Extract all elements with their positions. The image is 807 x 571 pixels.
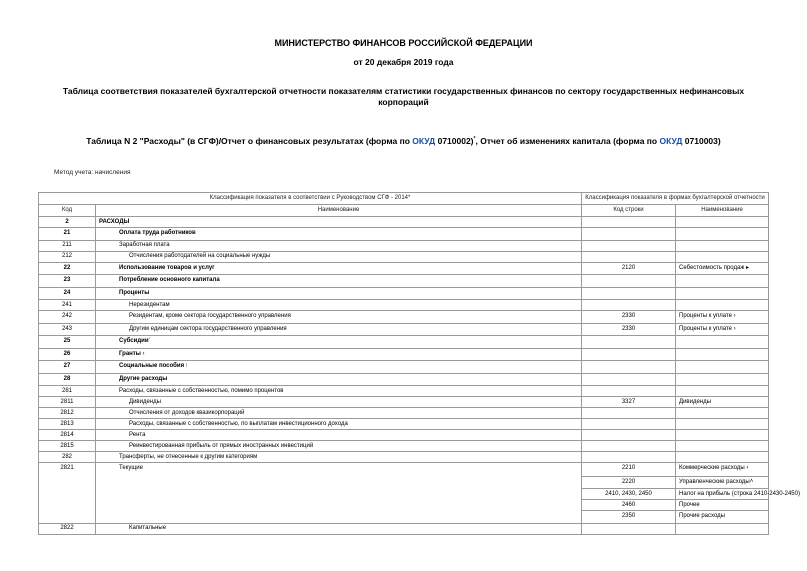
row-line bbox=[582, 336, 676, 349]
table-title bbox=[0, 136, 807, 146]
table-row bbox=[39, 240, 769, 251]
row-name2 bbox=[676, 287, 769, 300]
row-code: 2814 bbox=[39, 430, 96, 441]
row-name: Отчисления от доходов квазикорпораций bbox=[96, 408, 582, 419]
row-name-text: Социальные пособия bbox=[119, 363, 185, 370]
row-name: Проценты bbox=[96, 287, 582, 300]
row-code: 211 bbox=[39, 240, 96, 251]
row-name2 bbox=[676, 336, 769, 349]
row-name bbox=[96, 361, 582, 374]
row-line bbox=[582, 430, 676, 441]
row-line bbox=[582, 452, 676, 463]
row-name: Рента bbox=[96, 430, 582, 441]
table-row bbox=[39, 300, 769, 311]
row-code: 25 bbox=[39, 336, 96, 349]
row-name2 bbox=[676, 240, 769, 251]
row-code: 2821 bbox=[39, 463, 96, 524]
okud-link-2[interactable]: ОКУД bbox=[659, 136, 683, 146]
table-row bbox=[39, 397, 769, 408]
footnote-link-icon[interactable]: ▸ bbox=[746, 264, 750, 271]
row-name: РАСХОДЫ bbox=[96, 217, 582, 228]
row-line: 2330 bbox=[582, 311, 676, 324]
footnote-link-icon[interactable]: › bbox=[746, 465, 749, 471]
table-row bbox=[39, 523, 769, 534]
row-name2 bbox=[676, 523, 769, 534]
row-code: 212 bbox=[39, 251, 96, 262]
row-line bbox=[582, 217, 676, 228]
row-line bbox=[582, 287, 676, 300]
row-line bbox=[582, 240, 676, 251]
col-header-line-code: Код строки bbox=[582, 205, 676, 217]
row-line: 2410, 2430, 2450 bbox=[582, 489, 676, 500]
table-title-mid: 0710002) bbox=[435, 136, 474, 146]
row-name: Оплата труда работников bbox=[96, 228, 582, 241]
row-code: 24 bbox=[39, 287, 96, 300]
row-name2: Налог на прибыль (строка 2410-2430-2450) bbox=[676, 489, 769, 500]
row-line bbox=[582, 419, 676, 430]
row-name bbox=[96, 348, 582, 361]
row-line bbox=[582, 523, 676, 534]
col-header-name2: Наименование bbox=[676, 205, 769, 217]
document-title: Таблица соответствия показателей бухгалтерской отчетности показателям статистики государственных финансов по сектору государственных нефинансовых корпораций bbox=[62, 86, 745, 107]
row-name2-text: Проценты к уплате bbox=[679, 313, 732, 320]
table-title-suffix: 0710003) bbox=[682, 136, 721, 146]
row-name-text: Субсидии bbox=[119, 338, 149, 345]
row-code: 26 bbox=[39, 348, 96, 361]
table-row bbox=[39, 419, 769, 430]
row-code: 242 bbox=[39, 311, 96, 324]
row-name: Использование товаров и услуг bbox=[96, 262, 582, 275]
row-name2 bbox=[676, 441, 769, 452]
row-line: 3327 bbox=[582, 397, 676, 408]
row-code: 28 bbox=[39, 373, 96, 386]
footnote-link-icon[interactable]: › bbox=[733, 313, 736, 320]
col-header-name: Наименование bbox=[96, 205, 582, 217]
table-row bbox=[39, 275, 769, 288]
row-code: 22 bbox=[39, 262, 96, 275]
row-name2 bbox=[676, 300, 769, 311]
row-name2 bbox=[676, 348, 769, 361]
row-name2 bbox=[676, 373, 769, 386]
row-code: 21 bbox=[39, 228, 96, 241]
okud-link-1[interactable]: ОКУД bbox=[412, 136, 436, 146]
table-row bbox=[39, 361, 769, 374]
row-name: Расходы, связанные с собственностью, по выплатам инвестиционного дохода bbox=[96, 419, 582, 430]
row-name2-text: Проценты к уплате bbox=[679, 325, 732, 332]
table-row bbox=[39, 287, 769, 300]
row-line: 2330 bbox=[582, 323, 676, 336]
row-line bbox=[582, 373, 676, 386]
table-title-prefix: Таблица N 2 "Расходы" (в СГФ)/Отчет о финансовых результатах (форма по bbox=[86, 136, 413, 146]
row-name2 bbox=[676, 262, 769, 275]
row-line: 2460 bbox=[582, 500, 676, 511]
row-code: 281 bbox=[39, 386, 96, 397]
row-name: Расходы, связанные с собственностью, помимо процентов bbox=[96, 386, 582, 397]
row-line bbox=[582, 228, 676, 241]
row-line bbox=[582, 348, 676, 361]
row-name2 bbox=[676, 463, 769, 477]
row-code: 243 bbox=[39, 323, 96, 336]
row-line bbox=[582, 408, 676, 419]
footnote-marker-1: * bbox=[473, 136, 476, 143]
row-name: Другие расходы bbox=[96, 373, 582, 386]
row-line bbox=[582, 441, 676, 452]
row-name2 bbox=[676, 228, 769, 241]
row-name: Капитальные bbox=[96, 523, 582, 534]
row-line bbox=[582, 251, 676, 262]
row-name2 bbox=[676, 452, 769, 463]
row-name: Заработная плата bbox=[96, 240, 582, 251]
row-name2-text: Управленческие расходы bbox=[679, 478, 750, 485]
row-name: Дивиденды bbox=[96, 397, 582, 408]
row-name2 bbox=[676, 361, 769, 374]
footnote-link-icon[interactable]: ‹ bbox=[142, 350, 145, 357]
table-row bbox=[39, 311, 769, 324]
ministry-title: МИНИСТЕРСТВО ФИНАНСОВ РОССИЙСКОЙ ФЕДЕРАЦИИ bbox=[274, 38, 533, 48]
table-row bbox=[39, 251, 769, 262]
row-name: Отчисления работодателей на социальные нужды bbox=[96, 251, 582, 262]
footnote-link-icon[interactable]: ∶ bbox=[185, 363, 188, 370]
row-name: Потребление основного капитала bbox=[96, 275, 582, 288]
footnote-link-icon[interactable]: ’ bbox=[148, 338, 150, 345]
table-row bbox=[39, 323, 769, 336]
table-row bbox=[39, 262, 769, 275]
row-code: 2813 bbox=[39, 419, 96, 430]
table-row bbox=[39, 386, 769, 397]
col-header-code: Код bbox=[39, 205, 96, 217]
row-line: 2350 bbox=[582, 511, 676, 524]
table-row bbox=[39, 408, 769, 419]
row-name: Нерезидентам bbox=[96, 300, 582, 311]
row-name2 bbox=[676, 408, 769, 419]
row-name2-text: Себестоимость продаж bbox=[679, 264, 745, 271]
table-row bbox=[39, 463, 769, 477]
document-date: от 20 декабря 2019 года bbox=[353, 57, 454, 67]
table-row bbox=[39, 373, 769, 386]
row-code: 282 bbox=[39, 452, 96, 463]
row-code: 2815 bbox=[39, 441, 96, 452]
expenses-table bbox=[38, 192, 800, 535]
row-line: 2120 bbox=[582, 262, 676, 275]
row-name: Трансферты, не отнесенные к другим категориям bbox=[96, 452, 582, 463]
table-title-mid2: , Отчет об изменениях капитала (форма по bbox=[475, 136, 660, 146]
row-name: Резидентам, кроме сектора государственного управления bbox=[96, 311, 582, 324]
row-name2 bbox=[676, 217, 769, 228]
table-row bbox=[39, 336, 769, 349]
table-row bbox=[39, 348, 769, 361]
row-code: 23 bbox=[39, 275, 96, 288]
row-name: Другим единицам сектора государственного управления bbox=[96, 323, 582, 336]
group-header-sgf: Классификация показателя в соответствии с Руководством СГФ - 2014* bbox=[39, 193, 582, 205]
row-code: 241 bbox=[39, 300, 96, 311]
row-name2 bbox=[676, 386, 769, 397]
row-name2 bbox=[676, 323, 769, 336]
row-line bbox=[582, 300, 676, 311]
row-name: Текущие bbox=[96, 463, 582, 524]
footnote-link-icon[interactable]: › bbox=[733, 325, 736, 332]
accounting-method: Метод учета: начисления bbox=[54, 169, 131, 176]
row-name2: Прочие расходы bbox=[676, 511, 769, 524]
table-row bbox=[39, 441, 769, 452]
row-name2 bbox=[676, 275, 769, 288]
row-code: 2812 bbox=[39, 408, 96, 419]
row-name2: Прочее bbox=[676, 500, 769, 511]
row-name2 bbox=[676, 430, 769, 441]
table-row bbox=[39, 228, 769, 241]
row-name2 bbox=[676, 476, 769, 489]
row-name2: Дивиденды bbox=[676, 397, 769, 408]
table-row bbox=[39, 452, 769, 463]
row-name-text: Гранты bbox=[119, 350, 141, 357]
table-row bbox=[39, 217, 769, 228]
row-line bbox=[582, 275, 676, 288]
row-name: Реинвестированная прибыль от прямых иностранных инвестиций bbox=[96, 441, 582, 452]
row-line: 2220 bbox=[582, 476, 676, 489]
row-name2 bbox=[676, 251, 769, 262]
footnote-link-icon[interactable]: ˄ bbox=[749, 478, 754, 485]
row-line bbox=[582, 386, 676, 397]
row-line bbox=[582, 361, 676, 374]
row-code: 2822 bbox=[39, 523, 96, 534]
table-row bbox=[39, 430, 769, 441]
row-name2-text: Коммерческие расходы bbox=[679, 465, 745, 471]
row-name2 bbox=[676, 419, 769, 430]
row-code: 27 bbox=[39, 361, 96, 374]
row-name2 bbox=[676, 311, 769, 324]
row-name bbox=[96, 336, 582, 349]
row-code: 2811 bbox=[39, 397, 96, 408]
row-line: 2210 bbox=[582, 463, 676, 477]
group-header-accounting: Классификация показателя в формах бухгалтерской отчетности bbox=[582, 193, 769, 205]
row-code: 2 bbox=[39, 217, 96, 228]
